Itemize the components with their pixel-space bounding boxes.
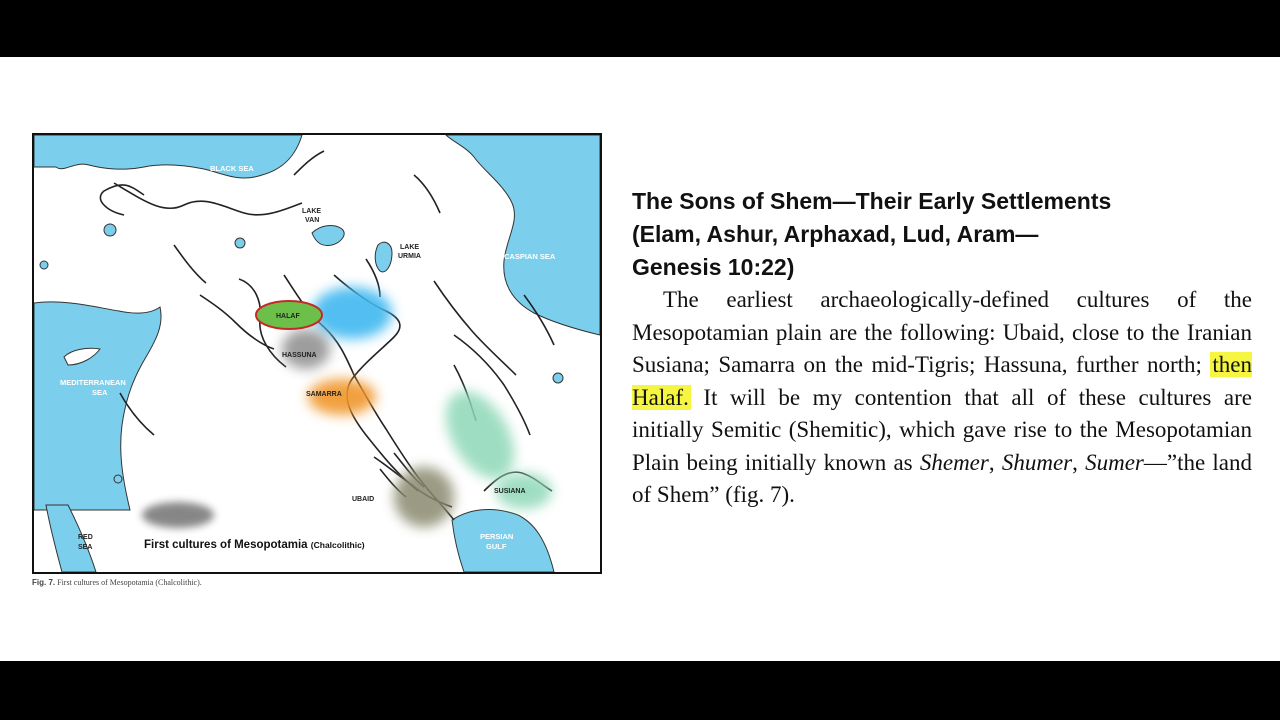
susiana-label: SUSIANA: [494, 488, 526, 495]
lake-van-shape: [312, 226, 344, 246]
small-lake-1: [104, 224, 116, 236]
lake-urmia-label: LAKE: [400, 244, 420, 251]
caspian-sea-label: CASPIAN SEA: [504, 252, 556, 261]
figure-caption: [32, 578, 202, 587]
red-sea-label: RED: [78, 534, 93, 541]
figure-number: Fig. 7.: [32, 578, 56, 587]
term-sumer: Sumer: [1085, 449, 1144, 475]
paragraph-part-2: It will be my contention that all of these cultures are initially Semitic (Shemitic), which gave rise to the Mesopotamian Plain being initially known as: [632, 384, 1252, 475]
lake-urmia-label-2: URMIA: [398, 253, 421, 260]
ubaid-label: UBAID: [352, 496, 375, 503]
halaf-blue-region: [312, 287, 392, 339]
red-sea-label-2: SEA: [78, 544, 93, 551]
small-lake-2: [235, 238, 245, 248]
map-figure: [32, 133, 602, 574]
persian-gulf-label: PERSIAN: [480, 532, 514, 541]
term-shemer: Shemer: [919, 449, 989, 475]
body-paragraph: [632, 284, 1252, 512]
mediterranean-shape: [34, 302, 161, 510]
hassuna-region: [282, 329, 330, 369]
samarra-label: SAMARRA: [306, 391, 342, 398]
small-lake-5: [114, 475, 122, 483]
hassuna-label: HASSUNA: [282, 352, 317, 359]
lake-van-label-2: VAN: [305, 217, 320, 224]
mediterranean-label-2: SEA: [92, 388, 108, 397]
black-sea-label: BLACK SEA: [210, 164, 254, 173]
susiana-region: [432, 379, 528, 490]
halaf-label: HALAF: [276, 313, 300, 320]
caspian-sea-shape: [446, 135, 600, 335]
mediterranean-label: MEDITERRANEAN: [60, 378, 126, 387]
comma-2: ,: [1072, 449, 1086, 475]
paragraph-part-1: The earliest archaeologically-defined cultures of the Mesopotamian plain are the following: Ubaid, close to the Iranian Susiana; Samarra on the mid-Tigris; Hassuna, further north;: [632, 287, 1252, 377]
heading-line-1: The Sons of Shem—Their Early Settlements: [632, 188, 1112, 214]
text-column: [632, 185, 1252, 512]
persian-gulf-label-2: GULF: [486, 542, 507, 551]
heading-line-3: Genesis 10:22): [632, 254, 795, 280]
small-lake-4: [553, 373, 563, 383]
comma-1: ,: [988, 449, 1002, 475]
ubaid-region: [394, 467, 454, 527]
mesopotamia-map: [34, 135, 600, 572]
highlighted-text: then Halaf.: [632, 352, 1252, 410]
black-sea-shape: [34, 135, 302, 178]
slide: [0, 57, 1280, 661]
lake-van-label: LAKE: [302, 208, 322, 215]
term-shumer: Shumer: [1001, 449, 1073, 475]
lake-urmia-shape: [375, 242, 392, 272]
figure-caption-text: First cultures of Mesopotamia (Chalcolithic).: [57, 578, 202, 587]
map-title: First cultures of Mesopotamia (Chalcolithic): [144, 539, 365, 551]
heading-line-2: (Elam, Ashur, Arphaxad, Lud, Aram—: [632, 221, 1039, 247]
paragraph-part-3: —”the land of Shem” (fig. 7).: [632, 449, 1253, 507]
small-lake-3: [40, 261, 48, 269]
land-labels: [78, 208, 526, 551]
section-heading: [632, 185, 1252, 284]
legend-gray-blob: [142, 502, 214, 528]
